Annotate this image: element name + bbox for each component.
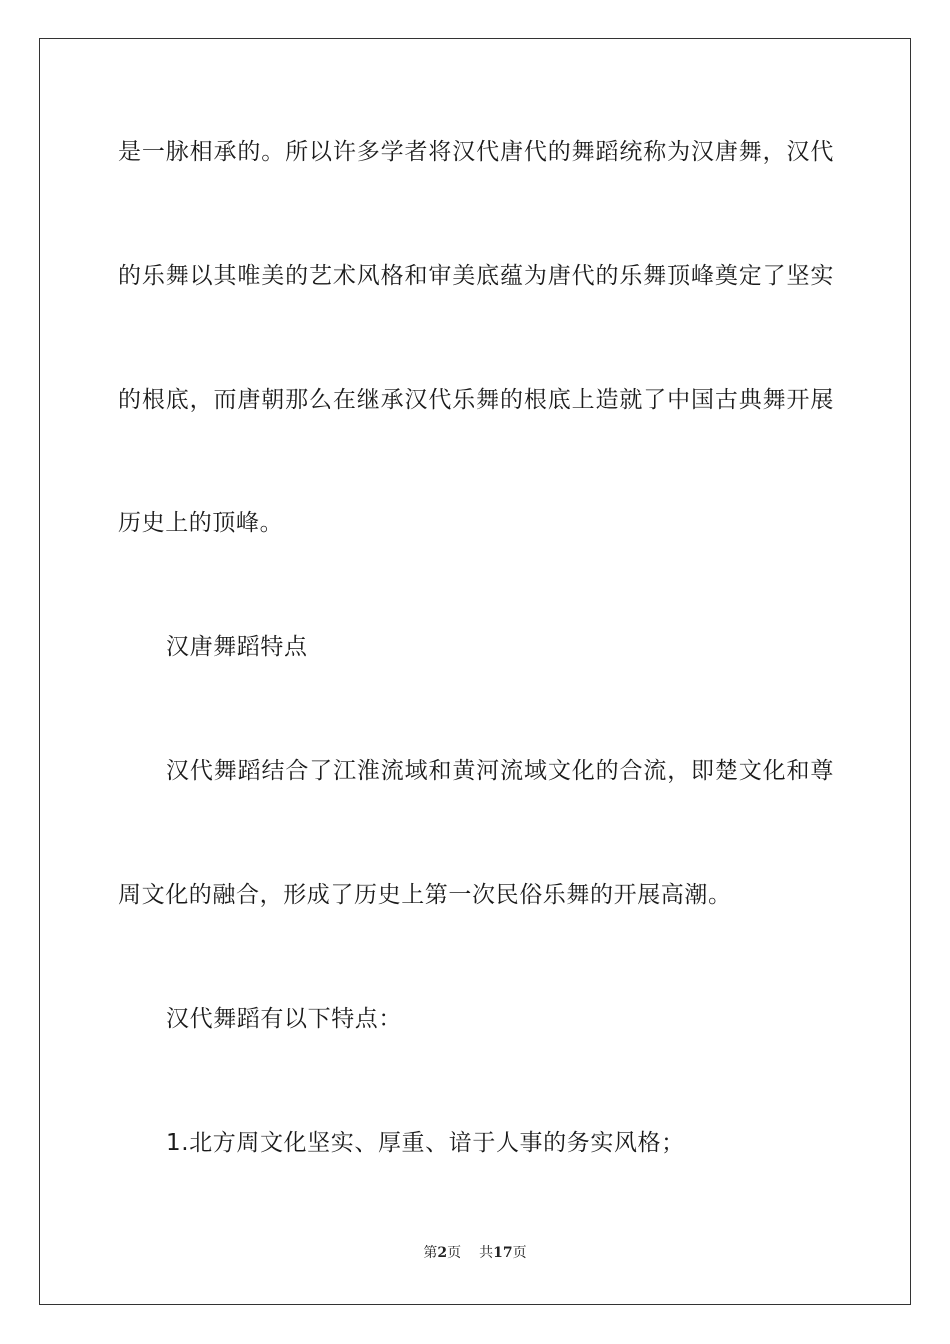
page-suffix: 页 — [447, 1245, 462, 1261]
body-text-line: 周文化的融合，形成了历史上第一次民俗乐舞的开展高潮。 — [118, 882, 732, 908]
section-heading: 汉唐舞蹈特点 — [166, 634, 308, 660]
body-text-line: 是一脉相承的。所以许多学者将汉代唐代的舞蹈统称为汉唐舞，汉代 — [118, 139, 834, 165]
body-text-line: 汉代舞蹈有以下特点： — [166, 1006, 402, 1032]
total-suffix: 页 — [512, 1245, 527, 1261]
body-text-line: 的乐舞以其唯美的艺术风格和审美底蕴为唐代的乐舞顶峰奠定了坚实 — [118, 263, 834, 289]
body-text-line: 的根底，而唐朝那么在继承汉代乐舞的根底上造就了中国古典舞开展 — [118, 387, 834, 413]
body-text-line: 汉代舞蹈结合了江淮流域和黄河流域文化的合流，即楚文化和尊 — [166, 758, 834, 784]
page-number: 2 — [437, 1245, 448, 1261]
body-text-line: 历史上的顶峰。 — [118, 510, 284, 536]
page-footer — [0, 1244, 950, 1262]
total-pages: 17 — [493, 1245, 513, 1261]
total-prefix: 共 — [479, 1245, 494, 1261]
page-frame — [39, 38, 911, 1305]
page-prefix: 第 — [423, 1245, 438, 1261]
list-item: 1.北方周文化坚实、厚重、谙于人事的务实风格； — [166, 1130, 685, 1156]
